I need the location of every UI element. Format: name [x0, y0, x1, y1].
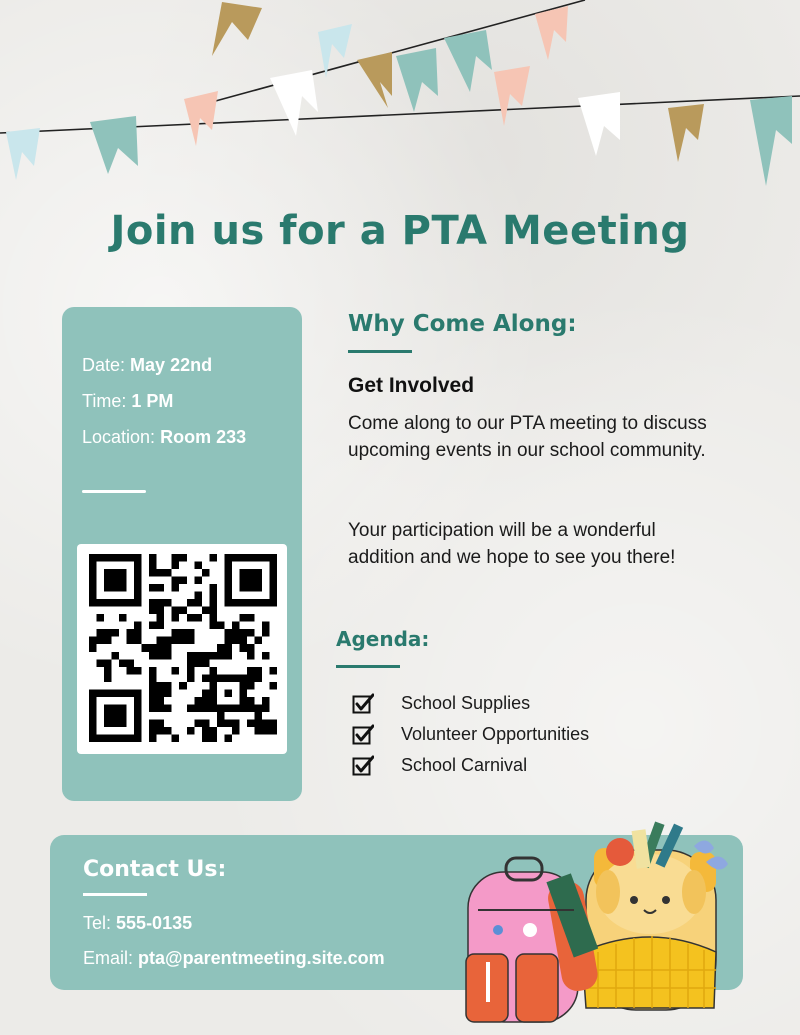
- bunting-flag: [668, 104, 704, 162]
- time-value: 1 PM: [131, 391, 174, 411]
- bunting-flag: [444, 30, 492, 92]
- why-paragraph-1: Come along to our PTA meeting to discuss upcoming events in our school community.: [348, 413, 707, 461]
- location-line: [82, 427, 246, 448]
- bunting-flag: [6, 128, 40, 180]
- time-line: [82, 391, 173, 412]
- page-title: Join us for a PTA Meeting: [110, 208, 690, 254]
- email-value[interactable]: pta@parentmeeting.site.com: [138, 948, 385, 968]
- checkbox-checked-icon: [352, 723, 374, 745]
- tel-value[interactable]: 555-0135: [116, 913, 193, 933]
- bunting-decoration: [0, 0, 800, 200]
- location-value: Room 233: [160, 427, 247, 447]
- bunting-flag: [270, 70, 318, 136]
- bunting-flag: [184, 91, 218, 146]
- bunting-flag: [212, 2, 262, 56]
- bunting-flag: [494, 66, 530, 126]
- why-heading: Why Come Along:: [348, 311, 577, 337]
- details-divider: [82, 490, 146, 493]
- qr-code-icon: [89, 554, 277, 742]
- qr-code[interactable]: [77, 544, 287, 754]
- contact-email: [83, 948, 385, 969]
- get-involved-heading: Get Involved: [348, 374, 475, 397]
- agenda-divider: [336, 665, 400, 668]
- bunting-flag: [535, 6, 568, 60]
- agenda-item: [352, 690, 530, 716]
- agenda-item: [352, 752, 527, 778]
- agenda-item: [352, 721, 589, 747]
- time-label: Time:: [82, 391, 127, 411]
- date-line: [82, 355, 212, 376]
- tel-label: Tel:: [83, 913, 112, 933]
- checkbox-checked-icon: [352, 754, 374, 776]
- bunting-flag: [90, 116, 138, 174]
- date-value: May 22nd: [130, 355, 213, 375]
- agenda-item-label: School Carnival: [401, 754, 528, 775]
- contact-tel: [83, 913, 192, 934]
- contact-divider: [83, 893, 147, 896]
- bunting-flag: [396, 48, 438, 112]
- contact-heading: Contact Us:: [83, 857, 227, 882]
- why-divider: [348, 350, 412, 353]
- backpack-illustration: [458, 812, 758, 1032]
- bunting-flag: [578, 92, 620, 156]
- bunting-flag: [750, 96, 792, 186]
- agenda-item-label: School Supplies: [401, 692, 531, 713]
- date-label: Date:: [82, 355, 126, 375]
- why-paragraph-2: Your participation will be a wonderful addition and we hope to see you there!: [348, 520, 676, 568]
- location-label: Location:: [82, 427, 156, 447]
- bunting-flag: [357, 52, 392, 108]
- email-label: Email:: [83, 948, 134, 968]
- agenda-item-label: Volunteer Opportunities: [401, 723, 590, 744]
- meeting-details-card: [62, 307, 302, 801]
- agenda-heading: Agenda:: [336, 627, 430, 651]
- bunting-flag: [318, 24, 352, 78]
- checkbox-checked-icon: [352, 692, 374, 714]
